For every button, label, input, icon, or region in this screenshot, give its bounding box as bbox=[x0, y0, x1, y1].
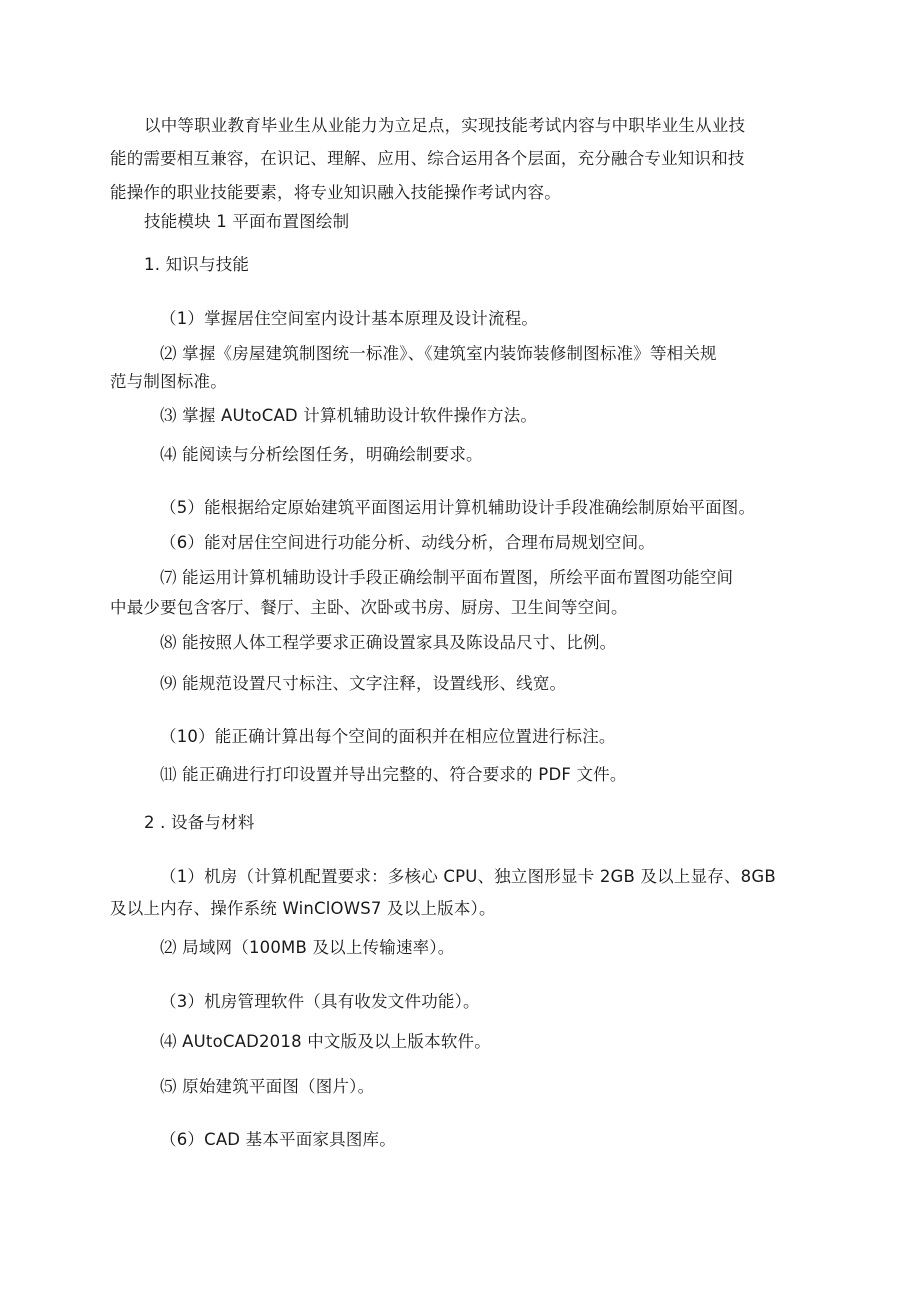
list-item: ⑾ 能正确进行打印设置并导出完整的、符合要求的 PDF 文件。 bbox=[160, 765, 627, 784]
list-item: ⑷ 能阅读与分析绘图任务，明确绘制要求。 bbox=[160, 445, 483, 464]
list-item: （3）机房管理软件（具有收发文件功能）。 bbox=[160, 992, 480, 1011]
intro-line-1: 以中等职业教育毕业生从业能力为立足点，实现技能考试内容与中职毕业生从业技 bbox=[144, 116, 746, 135]
list-item: ⑻ 能按照人体工程学要求正确设置家具及陈设品尺寸、比例。 bbox=[160, 633, 617, 652]
list-item: （5）能根据给定原始建筑平面图运用计算机辅助设计手段准确绘制原始平面图。 bbox=[160, 498, 756, 517]
list-item: ⑵ 掌握《房屋建筑制图统一标准》、《建筑室内装饰装修制图标准》等相关规 bbox=[160, 344, 717, 363]
intro-line-2: 能的需要相互兼容，在识记、理解、应用、综合运用各个层面，充分融合专业知识和技 bbox=[110, 149, 745, 168]
list-item: （6）CAD 基本平面家具图库。 bbox=[160, 1130, 396, 1149]
list-item-continuation: 范与制图标准。 bbox=[110, 372, 227, 391]
section1-title: 1. 知识与技能 bbox=[144, 255, 250, 274]
list-item: ⑸ 原始建筑平面图（图片）。 bbox=[160, 1077, 375, 1096]
list-item: （10）能正确计算出每个空间的面积并在相应位置进行标注。 bbox=[160, 727, 616, 746]
list-item: （1）掌握居住空间室内设计基本原理及设计流程。 bbox=[160, 309, 539, 328]
intro-line-3: 能操作的职业技能要素，将专业知识融入技能操作考试内容。 bbox=[110, 183, 561, 202]
list-item-continuation: 中最少要包含客厅、餐厅、主卧、次卧或书房、厨房、卫生间等空间。 bbox=[110, 598, 628, 617]
list-item: （6）能对居住空间进行功能分析、动线分析，合理布局规划空间。 bbox=[160, 533, 655, 552]
list-item: ⑶ 掌握 AUtoCAD 计算机辅助设计软件操作方法。 bbox=[160, 406, 538, 425]
list-item-continuation: 及以上内存、操作系统 WinClOWS7 及以上版本）。 bbox=[110, 899, 496, 918]
module-title: 技能模块 1 平面布置图绘制 bbox=[144, 212, 350, 231]
list-item: ⑵ 局域网（100MB 及以上传输速率）。 bbox=[160, 938, 455, 957]
list-item: （1）机房（计算机配置要求：多核心 CPU、独立图形显卡 2GB 及以上显存、8GB bbox=[160, 867, 776, 886]
list-item: ⑺ 能运用计算机辅助设计手段正确绘制平面布置图，所绘平面布置图功能空间 bbox=[160, 568, 734, 587]
section2-title: 2 . 设备与材料 bbox=[144, 813, 255, 832]
list-item: ⑼ 能规范设置尺寸标注、文字注释，设置线形、线宽。 bbox=[160, 674, 567, 693]
list-item: ⑷ AUtoCAD2018 中文版及以上版本软件。 bbox=[160, 1032, 491, 1051]
